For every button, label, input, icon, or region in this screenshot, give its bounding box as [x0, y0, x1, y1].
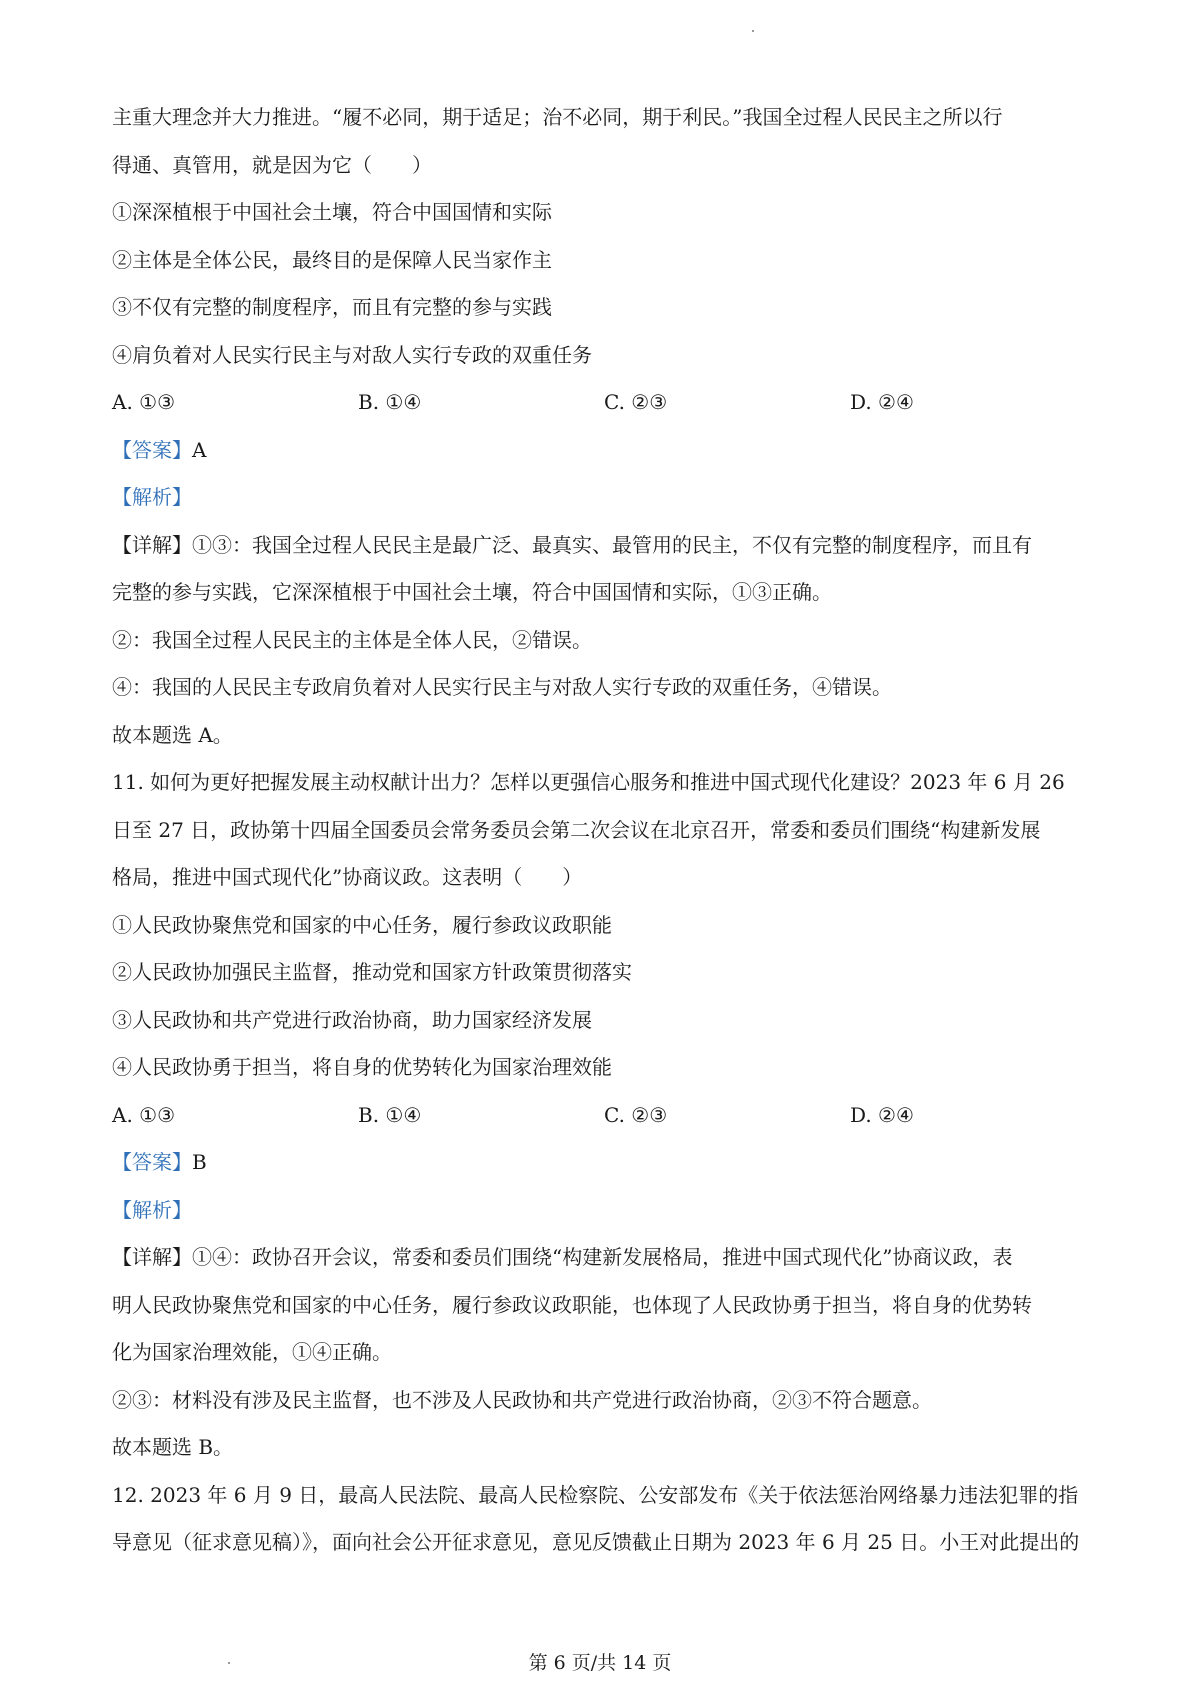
q11-item-3: ③人民政协和共产党进行政治协商，助力国家经济发展 — [112, 1007, 592, 1032]
q10-detail-line — [112, 522, 1097, 570]
q11-detail-line: 化为国家治理效能，①④正确。 — [112, 1340, 392, 1364]
detail-text: ①④：政协召开会议，常委和委员们围绕“构建新发展格局，推进中国式现代化”协商议政，表 — [192, 1245, 1013, 1269]
q10-answer — [112, 427, 1097, 475]
q10-item-1: ①深深植根于中国社会土壤，符合中国国情和实际 — [112, 200, 552, 224]
q11-options — [112, 1092, 1097, 1140]
page-number: 第 6 页/共 14 页 — [528, 1652, 672, 1674]
analysis-tag: 【解析】 — [112, 485, 192, 509]
answer-tag: 【答案】 — [112, 1150, 192, 1174]
q10-detail-line: ④：我国的人民民主专政肩负着对人民实行民主与对敌人实行专政的双重任务，④错误。 — [112, 675, 892, 699]
q11-detail-line: 明人民政协聚焦党和国家的中心任务，履行参政议政职能，也体现了人民政协勇于担当，将自身的优势转 — [112, 1292, 1032, 1317]
q10-item-4: ④肩负着对人民实行民主与对敌人实行专政的双重任务 — [112, 342, 592, 367]
q11-analysis — [112, 1187, 1097, 1235]
answer-value: A — [192, 437, 207, 462]
q12-stem-line: 12. 2023 年 6 月 9 日，最高人民法院、最高人民检察院、公安部发布《关于依法惩治网络暴力违法犯罪的指 — [112, 1482, 1079, 1507]
q10-options — [112, 379, 1097, 427]
q11-item-2: ②人民政协加强民主监督，推动党和国家方针政策贯彻落实 — [112, 960, 632, 984]
detail-tag: 【详解】 — [112, 532, 192, 557]
q12-stem-line: 导意见（征求意见稿）》，面向社会公开征求意见，意见反馈截止日期为 2023 年 6 月 25 日。小王对此提出的 — [112, 1530, 1080, 1554]
q10-stem-line: 主重大理念并大力推进。“履不必同，期于适足；治不必同，期于利民。”我国全过程人民民主之所以行 — [112, 105, 1003, 129]
q11-stem-line: 格局，推进中国式现代化”协商议政。这表明（ ） — [112, 865, 583, 889]
q11-stem-line: 日至 27 日，政协第十四届全国委员会常务委员会第二次会议在北京召开，常委和委员们围绕“构建新发展 — [112, 817, 1041, 842]
q11-option-d: D. ②④ — [850, 1102, 914, 1127]
answer-tag: 【答案】 — [112, 437, 192, 462]
q10-conclusion: 故本题选 A。 — [112, 722, 233, 747]
q11-detail-line — [112, 1234, 1097, 1282]
detail-tag: 【详解】 — [112, 1245, 192, 1269]
q10-item-3: ③不仅有完整的制度程序，而且有完整的参与实践 — [112, 295, 552, 319]
q10-option-d: D. ②④ — [850, 390, 914, 414]
q10-option-b: B. ①④ — [358, 390, 422, 414]
answer-value: B — [192, 1150, 207, 1174]
q11-stem-line: 11. 如何为更好把握发展主动权献计出力？怎样以更强信心服务和推进中国式现代化建设？2023 年 6 月 26 — [112, 770, 1065, 794]
q10-item-2: ②主体是全体公民，最终目的是保障人民当家作主 — [112, 247, 552, 272]
q10-option-c: C. ②③ — [604, 390, 668, 414]
q11-detail-line: ②③：材料没有涉及民主监督，也不涉及人民政协和共产党进行政治协商，②③不符合题意。 — [112, 1387, 932, 1412]
q10-option-a: A. ①③ — [112, 390, 176, 414]
scan-speck — [752, 30, 754, 32]
document-page — [112, 94, 1097, 1567]
q11-option-b: B. ①④ — [358, 1102, 422, 1127]
q10-stem-line: 得通、真管用，就是因为它（ ） — [112, 152, 432, 177]
detail-text: ①③：我国全过程人民民主是最广泛、最真实、最管用的民主，不仅有完整的制度程序，而且有 — [192, 532, 1032, 557]
q10-analysis — [112, 474, 1097, 522]
q10-detail-line: 完整的参与实践，它深深植根于中国社会土壤，符合中国国情和实际，①③正确。 — [112, 580, 832, 604]
q11-item-1: ①人民政协聚焦党和国家的中心任务，履行参政议政职能 — [112, 912, 612, 937]
q11-item-4: ④人民政协勇于担当，将自身的优势转化为国家治理效能 — [112, 1055, 612, 1079]
analysis-tag: 【解析】 — [112, 1197, 192, 1222]
q11-option-a: A. ①③ — [112, 1102, 176, 1127]
q11-conclusion: 故本题选 B。 — [112, 1435, 234, 1459]
q11-option-c: C. ②③ — [604, 1102, 668, 1127]
q10-detail-line: ②：我国全过程人民民主的主体是全体人民，②错误。 — [112, 627, 592, 652]
q11-answer — [112, 1139, 1097, 1187]
